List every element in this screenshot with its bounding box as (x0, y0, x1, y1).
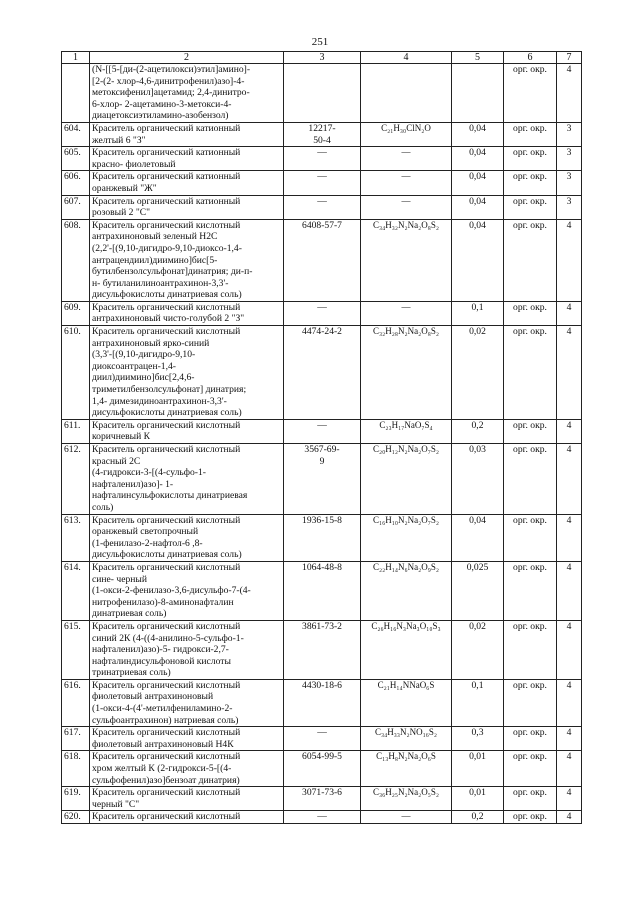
substance-name-line: диоксоантрацен-1,4- (92, 360, 176, 372)
table-row (62, 751, 582, 787)
substance-name (90, 561, 284, 620)
limit-value: 0,04 (452, 219, 504, 301)
chemical-formula: C₃₄H₃₃N₂NO₁₆S₂ (361, 727, 452, 751)
table-row (62, 147, 582, 171)
substance-name-line: (3,3'-[(9,10-дигидро-9,10- (92, 349, 196, 361)
column-header: 2 (90, 52, 284, 64)
substance-name-line: бутилбензолсульфонат]динатрия; ди-п- (92, 266, 253, 278)
cas-number: 1936-15-8 (284, 514, 361, 561)
hazard-class: 4 (557, 561, 582, 620)
chemical-formula: — (361, 171, 452, 195)
hazard-class: 4 (557, 679, 582, 726)
substance-name-line: диацетоксиэтиламино-азобензол) (92, 110, 229, 122)
cas-number: — (284, 147, 361, 171)
hazard-class: 4 (557, 219, 582, 301)
limit-value: 0,04 (452, 195, 504, 219)
row-number: 612. (62, 444, 90, 515)
substance-name-line: нафталинсульфокислоты динатриевая (92, 490, 248, 502)
cas-number: 3071-73-6 (284, 787, 361, 811)
chemical-formula: C₁₃H₈N₂Na₂O₆S (361, 751, 452, 787)
limiting-indicator: орг. окр. (504, 751, 557, 787)
row-number: 611. (62, 419, 90, 443)
cas-number: 3861-73-2 (284, 620, 361, 679)
row-number: 614. (62, 561, 90, 620)
substance-name-line: Краситель органический кислотный (92, 727, 241, 739)
row-number: 604. (62, 122, 90, 146)
substance-name-line: хром желтый К (2-гидрокси-5-[(4- (92, 763, 232, 775)
substance-name-line: дисульфокислоты динатриевая соль) (92, 549, 242, 561)
column-header: 6 (504, 52, 557, 64)
substance-name-line: синий 2К (4-((4-анилино-5-сульфо-1- (92, 632, 244, 644)
chemical-formula: C₃₄H₃₂N₂Na₂O₈S₂ (361, 219, 452, 301)
column-header: 4 (361, 52, 452, 64)
substance-name (90, 811, 284, 824)
limit-value: 0,01 (452, 787, 504, 811)
substance-name (90, 326, 284, 420)
substance-name-line: антрахиноновый чисто-голубой 2 "З" (92, 313, 245, 325)
hazard-class: 4 (557, 727, 582, 751)
limit-value: 0,025 (452, 561, 504, 620)
limit-value (452, 64, 504, 123)
substance-name (90, 787, 284, 811)
row-number: 613. (62, 514, 90, 561)
limiting-indicator: орг. окр. (504, 219, 557, 301)
hazard-class: 3 (557, 195, 582, 219)
substance-name (90, 620, 284, 679)
header-row (62, 52, 582, 64)
table-row (62, 122, 582, 146)
hazard-class: 4 (557, 419, 582, 443)
limit-value: 0,2 (452, 811, 504, 824)
limiting-indicator: орг. окр. (504, 514, 557, 561)
hazard-class: 3 (557, 147, 582, 171)
limiting-indicator: орг. окр. (504, 301, 557, 325)
cas-number: 3567-69- 9 (284, 444, 361, 515)
substance-name-line: 6-хлор- 2-ацетамино-3-метокси-4- (92, 98, 232, 110)
substance-name-line: Краситель органический кислотный (92, 787, 241, 799)
limit-value: 0,04 (452, 514, 504, 561)
cas-number: — (284, 419, 361, 443)
substance-name-line: (1-окси-2-фенилазо-3,6-дисульфо-7-(4- (92, 585, 251, 597)
hazard-class: 4 (557, 301, 582, 325)
chemical-formula: C₂₃H₁₇NaO₇S₄ (361, 419, 452, 443)
substance-name-line: [2-(2- хлор-4,6-динитрофенил)азо]-4- (92, 75, 245, 87)
substance-name-line: триметилбензолсульфонат] динатрия; (92, 384, 247, 396)
row-number (62, 64, 90, 123)
cas-number: — (284, 195, 361, 219)
substance-name-line: (2,2'-[(9,10-дигидро-9,10-диоксо-1,4- (92, 242, 242, 254)
table-row (62, 679, 582, 726)
cas-number: 6408-57-7 (284, 219, 361, 301)
limiting-indicator: орг. окр. (504, 147, 557, 171)
substance-name-line: сульфофенил)азо]бензоат динатрия) (92, 774, 240, 786)
chemical-formula: C₂₀H₁₂N₂Na₂O₇S₂ (361, 444, 452, 515)
substance-name-line: нафталенил)азо]- 1- (92, 478, 174, 490)
hazard-class: 4 (557, 620, 582, 679)
substance-name-line: диил)диимино]бис[2,4,6- (92, 372, 195, 384)
table-row (62, 171, 582, 195)
substance-name-line: Краситель органический кислотный (92, 514, 241, 526)
cas-number: — (284, 811, 361, 824)
table-row (62, 620, 582, 679)
substance-name-line: черный "С" (92, 798, 140, 810)
substance-name (90, 514, 284, 561)
row-number: 616. (62, 679, 90, 726)
row-number: 618. (62, 751, 90, 787)
limiting-indicator: орг. окр. (504, 679, 557, 726)
row-number: 609. (62, 301, 90, 325)
limit-value: 0,03 (452, 444, 504, 515)
substance-name-line: метоксифенил]ацетамид; 2,4-динитро- (92, 87, 250, 99)
page-number: 251 (311, 36, 329, 48)
row-number: 617. (62, 727, 90, 751)
substance-name-line: желтый 6 "З" (92, 134, 146, 146)
cas-number: — (284, 301, 361, 325)
substance-name-line: оранжевый "Ж" (92, 182, 157, 194)
table-row (62, 811, 582, 824)
substance-name-line: Краситель органический кислотный (92, 219, 241, 231)
limiting-indicator: орг. окр. (504, 419, 557, 443)
substance-name-line: (N-[[5-[ди-(2-ацетилокси)этил]амино]- (92, 64, 251, 75)
row-number: 615. (62, 620, 90, 679)
limiting-indicator: орг. окр. (504, 326, 557, 420)
substance-name-line: Краситель органический кислотный (92, 811, 241, 823)
substance-name-line: н- бутиланилиноантрахинон-3,3'- (92, 277, 229, 289)
substance-name-line: сине- черный (92, 573, 147, 585)
limiting-indicator: орг. окр. (504, 171, 557, 195)
substance-name (90, 419, 284, 443)
substance-name-line: Краситель органический кислотный (92, 444, 241, 455)
table-row (62, 787, 582, 811)
cas-number: 4430-18-6 (284, 679, 361, 726)
row-number: 619. (62, 787, 90, 811)
chemical-formula: C₂₆H₁₆N₃Na₃O₁₀S₃ (361, 620, 452, 679)
substance-name-line: антрацендиил)диимино]бис[5- (92, 254, 218, 266)
row-number: 610. (62, 326, 90, 420)
hazard-class: 4 (557, 326, 582, 420)
substance-name (90, 147, 284, 171)
limit-value: 0,1 (452, 301, 504, 325)
cas-number: 4474-24-2 (284, 326, 361, 420)
substance-name (90, 64, 284, 123)
table-row (62, 301, 582, 325)
table-row (62, 727, 582, 751)
substance-name (90, 444, 284, 515)
chemical-formula: C₁₆H₁₀N₂Na₂O₇S₂ (361, 514, 452, 561)
column-header: 3 (284, 52, 361, 64)
chemical-formula: — (361, 301, 452, 325)
substance-name (90, 195, 284, 219)
substance-name (90, 122, 284, 146)
hazard-class: 4 (557, 444, 582, 515)
substance-name-line: Краситель органический кислотный (92, 326, 241, 338)
chemical-formula (361, 64, 452, 123)
substance-table (61, 51, 582, 824)
hazard-class: 4 (557, 787, 582, 811)
column-header: 7 (557, 52, 582, 64)
substance-name-line: розовый 2 "С" (92, 207, 151, 219)
limit-value: 0,3 (452, 727, 504, 751)
substance-name-line: Краситель органический кислотный (92, 679, 241, 691)
substance-name-line: нитрофенилазо)-8-аминонафталин (92, 596, 234, 608)
row-number: 608. (62, 219, 90, 301)
substance-name-line: дисульфокислоты динатриевая соль) (92, 407, 242, 419)
substance-name-line: антрахиноновый ярко-синий (92, 337, 210, 349)
row-number: 620. (62, 811, 90, 824)
substance-name-line: Краситель органический кислотный (92, 301, 241, 313)
table-row (62, 219, 582, 301)
substance-name-line: Краситель органический катионный (92, 122, 241, 134)
substance-name (90, 219, 284, 301)
substance-name-line: нафталенил)азо)-5- гидрокси-2,7- (92, 644, 229, 656)
limiting-indicator: орг. окр. (504, 787, 557, 811)
substance-name (90, 301, 284, 325)
substance-name-line: нафталиндисульфоновой кислоты (92, 655, 231, 667)
cas-number: 12217- 50-4 (284, 122, 361, 146)
row-number: 607. (62, 195, 90, 219)
substance-name-line: динатриевая соль) (92, 608, 167, 620)
hazard-class: 4 (557, 751, 582, 787)
substance-name-line: Краситель органический катионный (92, 147, 241, 159)
limit-value: 0,04 (452, 122, 504, 146)
chemical-formula: C₂₁H₃₀ClN₂O (361, 122, 452, 146)
substance-name (90, 171, 284, 195)
table-row (62, 419, 582, 443)
substance-name-line: фиолетовый антрахиноновый Н4К (92, 738, 234, 750)
chemical-formula: — (361, 195, 452, 219)
cas-number: — (284, 171, 361, 195)
hazard-class: 3 (557, 122, 582, 146)
chemical-formula: — (361, 811, 452, 824)
row-number: 605. (62, 147, 90, 171)
substance-name-line: коричневый К (92, 431, 151, 443)
substance-name-line: соль) (92, 501, 114, 513)
limit-value: 0,02 (452, 620, 504, 679)
limiting-indicator: орг. окр. (504, 620, 557, 679)
cas-number (284, 64, 361, 123)
limit-value: 0,01 (452, 751, 504, 787)
column-header: 1 (62, 52, 90, 64)
chemical-formula: C₂₂H₁₄N₆Na₂O₉S₂ (361, 561, 452, 620)
substance-name-line: красный 2С (92, 455, 141, 467)
substance-name-line: антрахиноновый зеленый Н2С (92, 231, 218, 243)
hazard-class: 3 (557, 171, 582, 195)
table-row (62, 64, 582, 123)
substance-name-line: (4-гидрокси-3-[(4-сульфо-1- (92, 467, 206, 479)
limiting-indicator: орг. окр. (504, 561, 557, 620)
hazard-class: 4 (557, 64, 582, 123)
substance-name-line: Краситель органический кислотный (92, 561, 241, 573)
substance-name-line: сульфоантрахинон) натриевая соль) (92, 714, 239, 726)
cas-number: 6054-99-5 (284, 751, 361, 787)
substance-name-line: Краситель органический кислотный (92, 620, 241, 632)
limit-value: 0,2 (452, 419, 504, 443)
substance-name-line: дисульфокислоты динатриевая соль) (92, 289, 242, 301)
table-row (62, 195, 582, 219)
substance-name-line: (1-фенилазо-2-нафтол-6 ,8- (92, 537, 203, 549)
chemical-formula: C₃₆H₂₅N₂Na₂O₅S₂ (361, 787, 452, 811)
limit-value: 0,04 (452, 171, 504, 195)
substance-name-line: Краситель органический катионный (92, 195, 241, 207)
substance-name-line: Краситель органический катионный (92, 171, 241, 183)
substance-name (90, 727, 284, 751)
hazard-class: 4 (557, 514, 582, 561)
substance-name-line: (1-окси-4-(4'-метилфениламино-2- (92, 703, 233, 715)
limit-value: 0,1 (452, 679, 504, 726)
limiting-indicator: орг. окр. (504, 122, 557, 146)
table-row (62, 326, 582, 420)
chemical-formula: — (361, 147, 452, 171)
substance-name-line: красно- фиолетовый (92, 158, 176, 170)
chemical-formula: C₃₂H₂₈N₂Na₂O₈S₂ (361, 326, 452, 420)
limiting-indicator: орг. окр. (504, 195, 557, 219)
chemical-formula: C₂₁H₁₄NNaO₆S (361, 679, 452, 726)
limiting-indicator: орг. окр. (504, 444, 557, 515)
column-header: 5 (452, 52, 504, 64)
table-row (62, 514, 582, 561)
table-row (62, 444, 582, 515)
limiting-indicator: орг. окр. (504, 727, 557, 751)
substance-name-line: оранжевый светопрочный (92, 526, 199, 538)
cas-number: 1064-48-8 (284, 561, 361, 620)
limit-value: 0,02 (452, 326, 504, 420)
hazard-class: 4 (557, 811, 582, 824)
table-row (62, 561, 582, 620)
cas-number: — (284, 727, 361, 751)
substance-name-line: Краситель органический кислотный (92, 419, 241, 431)
substance-name-line: тринатриевая соль) (92, 667, 171, 679)
substance-name (90, 679, 284, 726)
row-number: 606. (62, 171, 90, 195)
limiting-indicator: орг. окр. (504, 811, 557, 824)
substance-name-line: 1,4- димезидиноантрахинон-3,3'- (92, 395, 227, 407)
limiting-indicator: орг. окр. (504, 64, 557, 123)
substance-name-line: фиолетовый антрахиноновый (92, 691, 214, 703)
substance-name-line: Краситель органический кислотный (92, 751, 241, 763)
limit-value: 0,04 (452, 147, 504, 171)
substance-name (90, 751, 284, 787)
